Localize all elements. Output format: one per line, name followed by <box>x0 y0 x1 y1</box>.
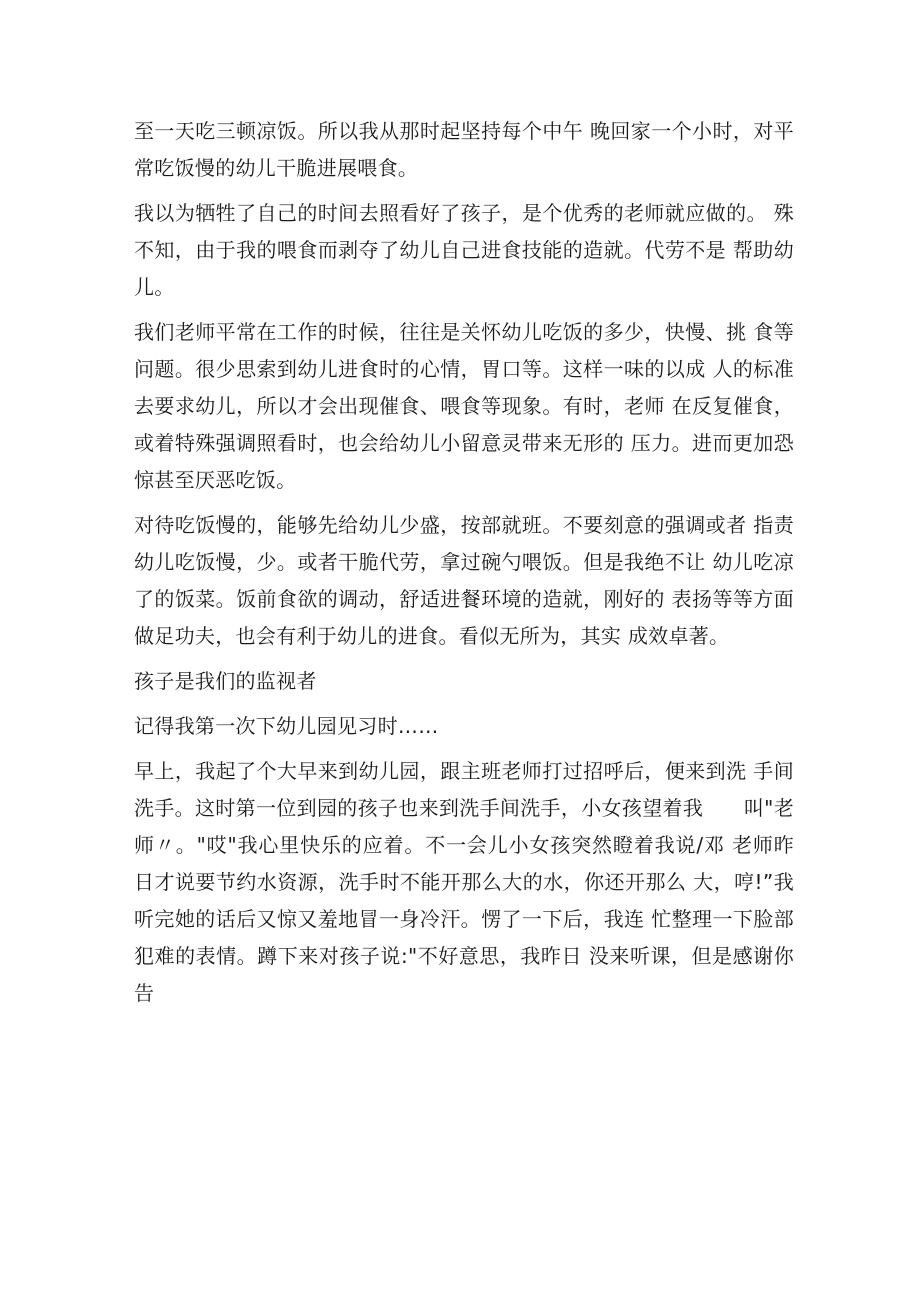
paragraph-7: 早上，我起了个大早来到幼儿园，跟主班老师打过招呼后，便来到洗 手间洗手。这时第一位到园的孩子也来到洗手间洗手，小女孩望着我 叫"老师〃。"哎"我心里快乐的应着。不一会儿小女孩突然瞪着我说/邓 老师昨日才说要节约水资源，洗手时不能开那么大的水，你还开那么 大，哼!”我听完她的话后又惊又羞地冒一身冷汗。愣了一下后，我连 忙整理一下脸部犯难的表情。蹲下来对孩子说:"不好意思，我昨日 没来听课，但是感谢你告 <box>134 759 794 1005</box>
section-heading: 孩子是我们的监视者 <box>134 669 317 693</box>
paragraph-6: 记得我第一次下幼儿园见习时…… <box>134 714 439 738</box>
paragraph-1: 至一天吃三顿凉饭。所以我从那时起坚持每个中午 晚回家一个小时，对平常吃饭慢的幼儿干脆进展喂食。 <box>134 119 794 180</box>
paragraph-4: 对待吃饭慢的，能够先给幼儿少盛，按部就班。不要刻意的强调或者 指责幼儿吃饭慢，少。或者干脆代劳，拿过碗勺喂饭。但是我绝不让 幼儿吃凉了的饭菜。饭前食欲的调动，舒适进餐环境的造就，刚好的 表扬等等方面做足功夫，也会有利于幼儿的进食。看似无所为，其实 成效卓著。 <box>134 513 794 648</box>
document-body <box>134 113 794 1020</box>
paragraph-3: 我们老师平常在工作的时候，往往是关怀幼儿吃饭的多少，快慢、挑 食等问题。很少思索到幼儿进食时的心情，胃口等。这样一味的以成 人的标准去要求幼儿，所以才会出现催食、喂食等现象。有时，老师 在反复催食，或着特殊强调照看时，也会给幼儿小留意灵带来无形的 压力。进而更加恐惊甚至厌恶吃饭。 <box>134 320 794 492</box>
paragraph-2: 我以为牺牲了自己的时间去照看好了孩子，是个优秀的老师就应做的。 殊不知，由于我的喂食而剥夺了幼儿自己进食技能的造就。代劳不是 帮助幼儿。 <box>134 201 794 299</box>
